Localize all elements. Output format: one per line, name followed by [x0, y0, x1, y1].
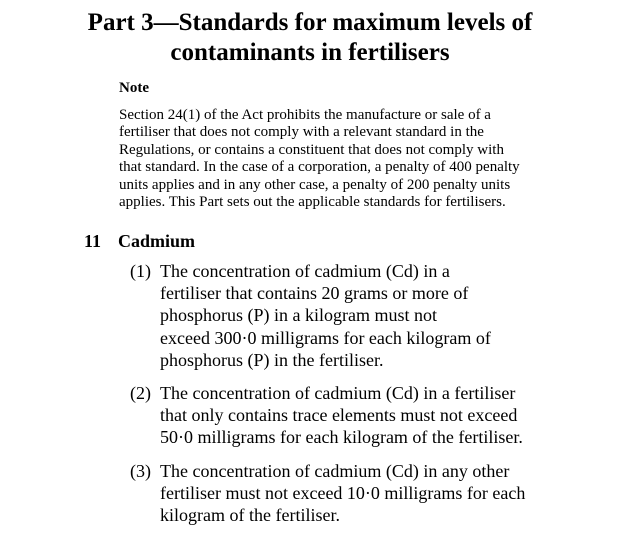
subsection-line: kilogram of the fertiliser.	[160, 505, 340, 526]
subsection-number: (1)	[130, 261, 151, 281]
subsection-line: exceed 300·0 milligrams for each kilogram of	[160, 327, 491, 348]
note-line: Regulations, or contains a constituent that does not comply with	[119, 141, 504, 158]
note-body	[119, 107, 589, 211]
subsection-text	[160, 382, 590, 449]
subsection-line: fertiliser that contains 20 grams or more of	[160, 283, 469, 304]
part-title-line: Part 3—Standards for maximum levels of	[87, 9, 533, 36]
subsection-2	[130, 382, 590, 449]
subsection-line: that only contains trace elements must not exceed	[160, 405, 518, 426]
part-title-line: contaminants in fertilisers	[170, 39, 450, 66]
subsection-3	[130, 460, 590, 527]
note-line: applies. This Part sets out the applicable standards for fertilisers.	[119, 194, 506, 211]
section-heading	[84, 230, 195, 252]
subsection-line: The concentration of cadmium (Cd) in a fertiliser	[160, 383, 516, 403]
subsection-line: The concentration of cadmium (Cd) in any other	[160, 461, 510, 481]
note-heading: Note	[119, 80, 149, 96]
subsection-line: 50·0 milligrams for each kilogram of the fertiliser.	[160, 427, 523, 448]
note-line: fertiliser that does not comply with a relevant standard in the	[119, 124, 484, 141]
subsection-1	[130, 260, 590, 371]
subsection-text	[160, 460, 590, 527]
subsection-line: phosphorus (P) in the fertiliser.	[160, 349, 384, 370]
subsection-line: The concentration of cadmium (Cd) in a	[160, 261, 450, 281]
part-title	[40, 8, 580, 68]
subsection-line: fertiliser must not exceed 10·0 milligrams for each	[160, 483, 526, 504]
note-line: units applies and in any other case, a penalty of 200 penalty units	[119, 176, 511, 193]
subsection-number: (3)	[130, 461, 151, 481]
subsection-line: phosphorus (P) in a kilogram must not	[160, 305, 437, 326]
subsection-text	[160, 260, 590, 371]
section-title: Cadmium	[118, 231, 196, 251]
section-number: 11	[84, 231, 102, 251]
subsection-number: (2)	[130, 383, 151, 403]
note-line: that standard. In the case of a corporation, a penalty of 400 penalty	[119, 159, 520, 176]
note-line: Section 24(1) of the Act prohibits the manufacture or sale of a	[119, 107, 491, 123]
